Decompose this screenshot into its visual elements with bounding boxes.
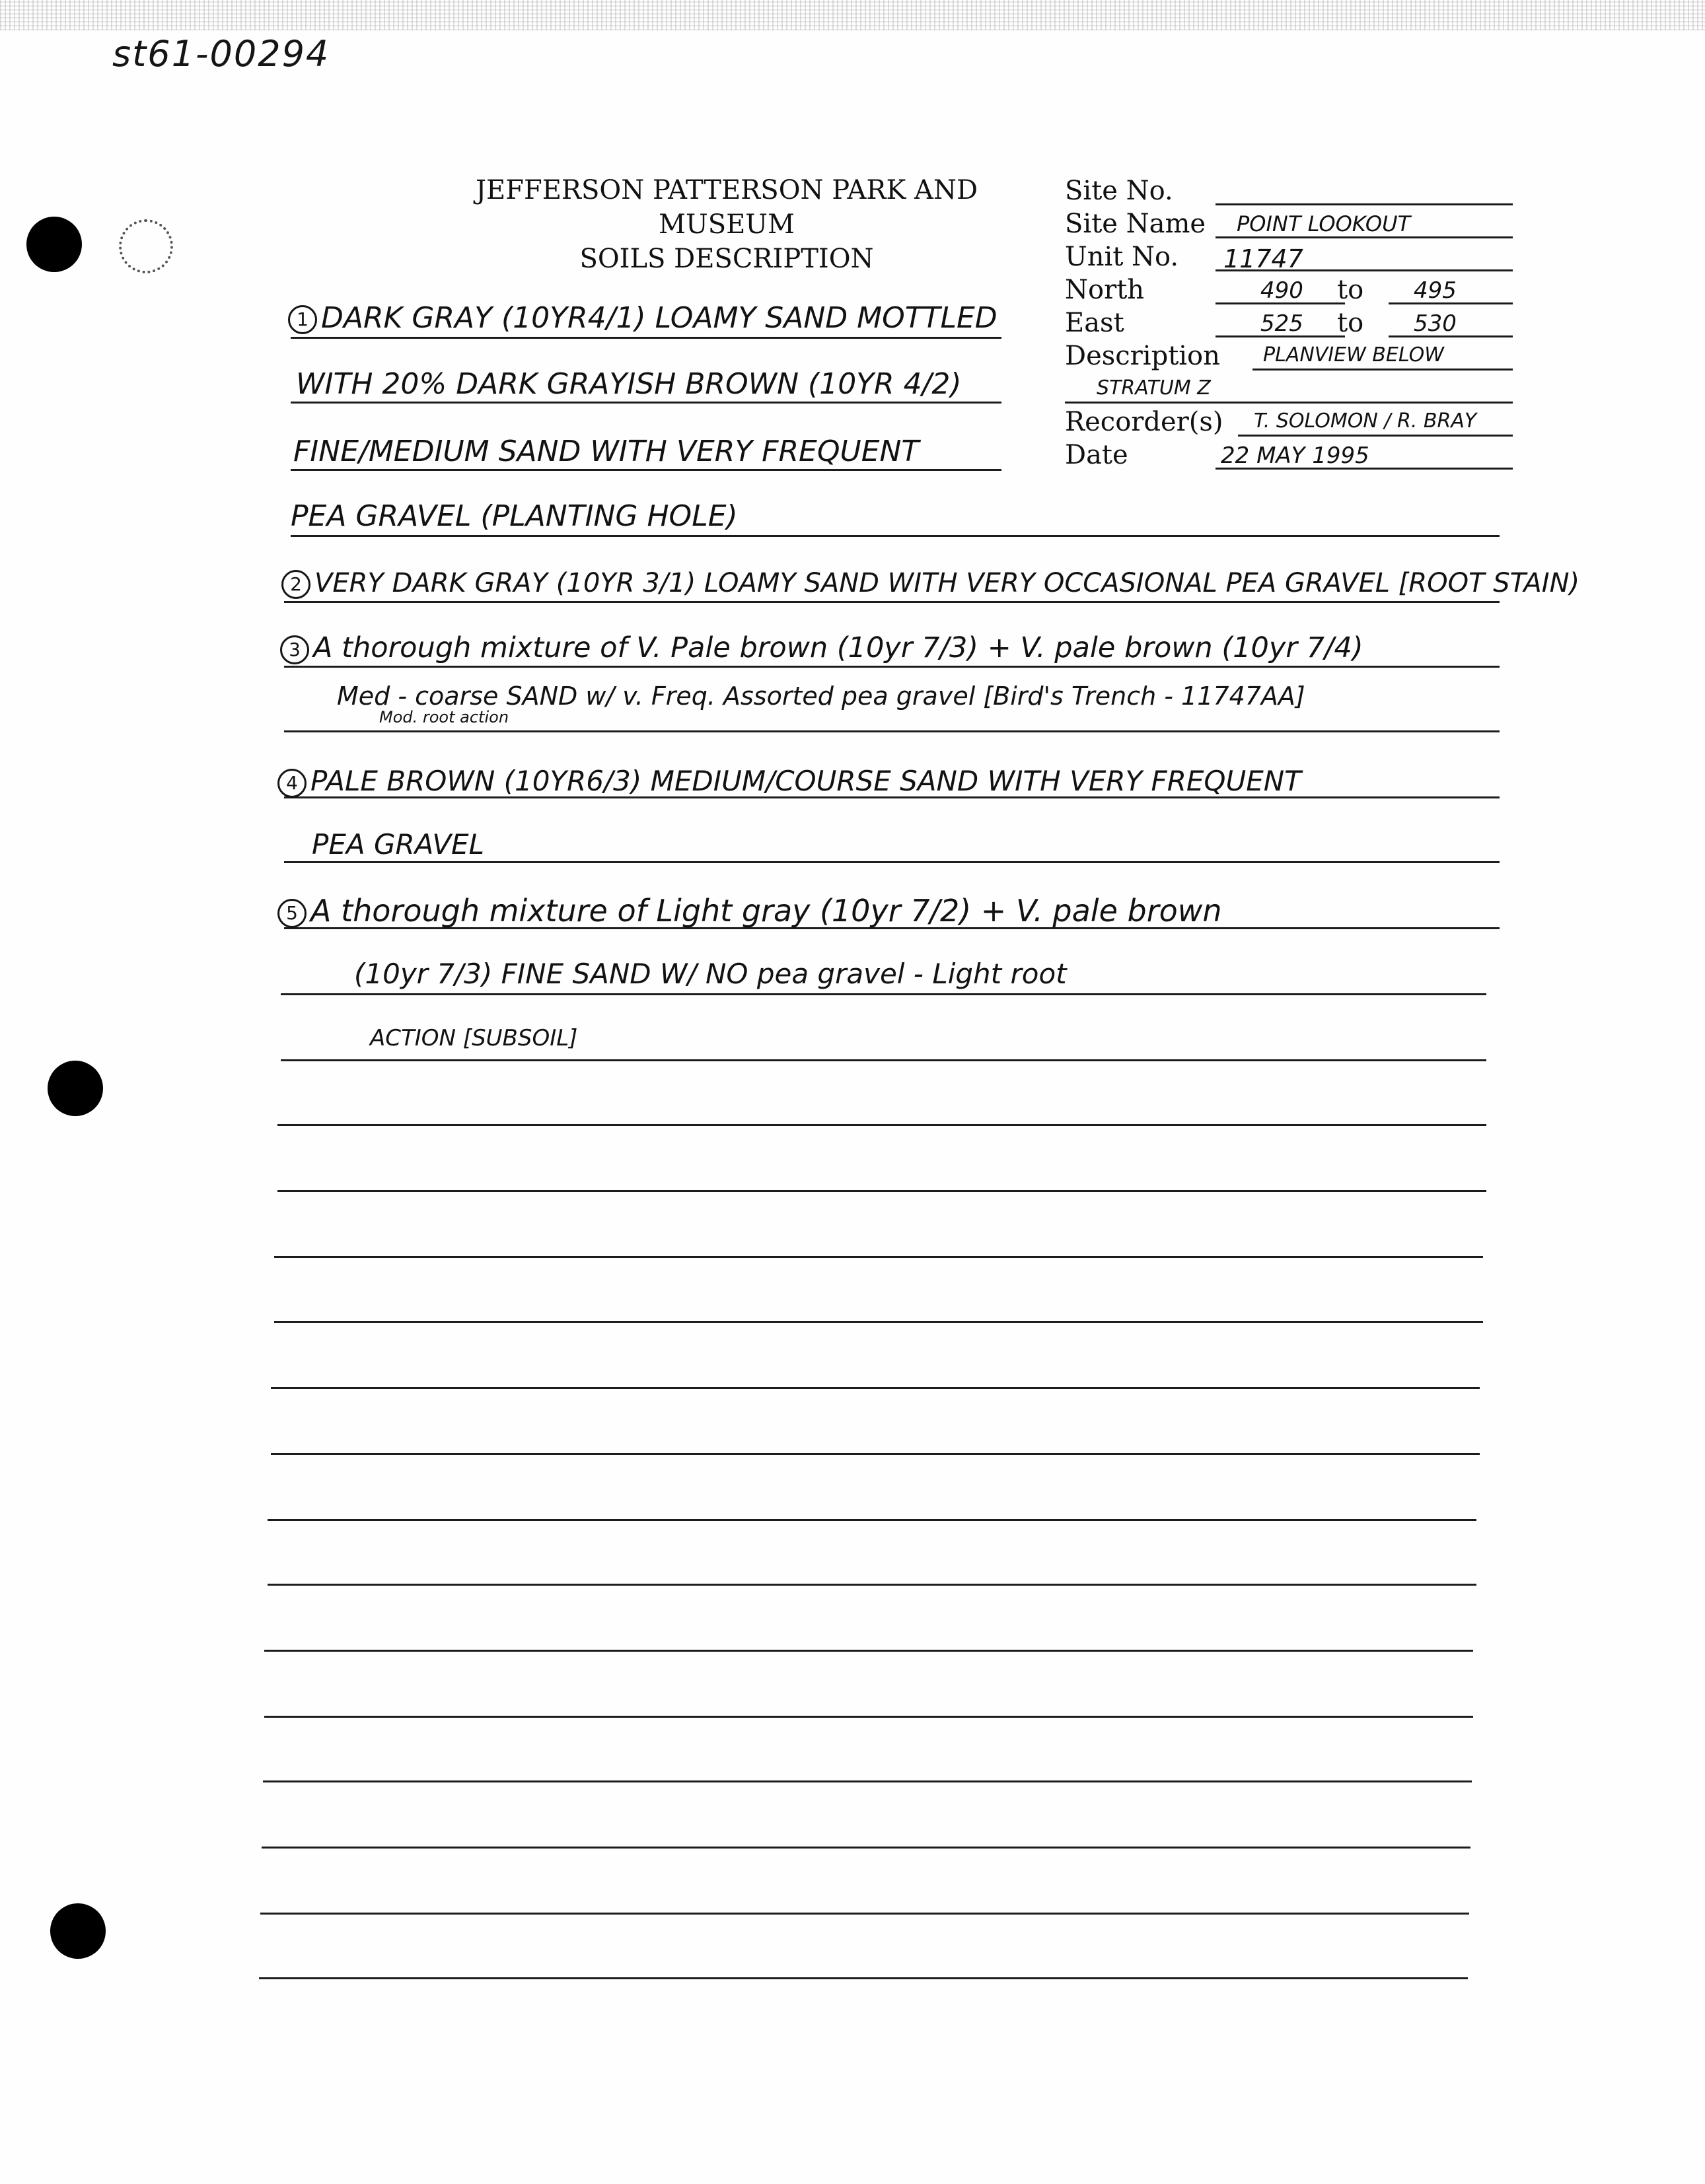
form-title: SOILS DESCRIPTION xyxy=(579,244,874,274)
rule-line xyxy=(268,1584,1476,1586)
entry-text: A thorough mixture of V. Pale brown (10yr 7/3) + V. pale brown (10yr 7/4) xyxy=(313,631,1363,664)
description-label: Description xyxy=(1065,341,1220,371)
rule-line xyxy=(284,666,1500,668)
entry-text: VERY DARK GRAY (10YR 3/1) LOAMY SAND WITH VERY OCCASIONAL PEA GRAVEL [ROOT STAIN) xyxy=(314,568,1580,598)
rule-line xyxy=(281,993,1486,995)
rule-line xyxy=(284,861,1500,863)
entry-text: A thorough mixture of Light gray (10yr 7/2) + V. pale brown xyxy=(310,893,1222,929)
recorder-value: T. SOLOMON / R. BRAY xyxy=(1254,409,1477,433)
rule-line xyxy=(291,402,1001,404)
unit-no-value: 11747 xyxy=(1223,244,1303,273)
north-to-word: to xyxy=(1337,275,1364,305)
recorder-label: Recorder(s) xyxy=(1065,407,1223,437)
entry-3-line-1 xyxy=(280,631,1363,664)
entry-5-line-3: ACTION [SUBSOIL] xyxy=(370,1025,578,1051)
description-value-line-1: PLANVIEW BELOW xyxy=(1263,343,1444,367)
entry-1-line-2: WITH 20% DARK GRAYISH BROWN (10YR 4/2) xyxy=(296,367,962,401)
rule-line xyxy=(274,1256,1483,1258)
entry-4-line-1 xyxy=(277,765,1301,798)
rule-line xyxy=(284,730,1500,732)
date-value: 22 MAY 1995 xyxy=(1221,442,1369,469)
entry-5-line-2: (10yr 7/3) FINE SAND W/ NO pea gravel - Light root xyxy=(354,958,1067,990)
unit-no-label: Unit No. xyxy=(1065,242,1179,272)
rule-line xyxy=(264,1650,1473,1652)
north-label: North xyxy=(1065,275,1145,305)
rule-line xyxy=(271,1453,1480,1455)
rule-line xyxy=(264,1716,1473,1718)
date-label: Date xyxy=(1065,440,1128,470)
entry-number: 5 xyxy=(277,899,307,928)
east-to-value: 530 xyxy=(1414,310,1457,337)
east-from-value: 525 xyxy=(1260,310,1303,337)
rule-line xyxy=(274,1321,1483,1323)
east-to-word: to xyxy=(1337,308,1364,338)
north-from-value: 490 xyxy=(1260,277,1303,304)
entry-text: PALE BROWN (10YR6/3) MEDIUM/COURSE SAND WITH VERY FREQUENT xyxy=(310,765,1301,797)
east-label: East xyxy=(1065,308,1124,338)
rule-line xyxy=(263,1780,1472,1782)
entry-number: 4 xyxy=(277,769,307,798)
rule-line xyxy=(262,1847,1470,1849)
description-value-line-2: STRATUM Z xyxy=(1097,376,1211,400)
entry-1-line-4: PEA GRAVEL (PLANTING HOLE) xyxy=(291,499,738,533)
entry-3-line-2: Med - coarse SAND w/ v. Freq. Assorted pea gravel [Bird's Trench - 11747AA] xyxy=(337,682,1305,711)
rule-line xyxy=(277,1124,1486,1126)
rule-line xyxy=(259,1977,1468,1979)
site-no-label: Site No. xyxy=(1065,176,1173,206)
rule-line xyxy=(271,1387,1480,1389)
site-name-value: POINT LOOKOUT xyxy=(1237,211,1411,236)
institution-name: JEFFERSON PATTERSON PARK AND MUSEUM xyxy=(475,175,978,240)
entry-2-line-1 xyxy=(281,568,1579,599)
entry-1-line-1 xyxy=(288,301,998,335)
rule-line xyxy=(281,1059,1486,1061)
rule-line xyxy=(260,1913,1469,1915)
entry-4-line-2: PEA GRAVEL xyxy=(312,828,484,861)
entry-number: 1 xyxy=(288,305,317,334)
document-id: st61-00294 xyxy=(112,33,330,75)
rule-line xyxy=(268,1519,1476,1521)
rule-line xyxy=(284,601,1500,603)
entry-3-note: Mod. root action xyxy=(379,708,509,726)
entry-number: 3 xyxy=(280,635,309,664)
rule-line xyxy=(291,535,1500,537)
rule-line xyxy=(291,337,1001,339)
entry-text: DARK GRAY (10YR4/1) LOAMY SAND MOTTLED xyxy=(321,301,998,335)
rule-line xyxy=(291,469,1001,471)
rule-line xyxy=(277,1190,1486,1192)
north-to-value: 495 xyxy=(1414,277,1457,304)
site-name-label: Site Name xyxy=(1065,209,1206,239)
entry-1-line-3: FINE/MEDIUM SAND WITH VERY FREQUENT xyxy=(293,435,920,468)
entry-number: 2 xyxy=(281,570,310,599)
entry-5-line-1 xyxy=(277,893,1222,929)
